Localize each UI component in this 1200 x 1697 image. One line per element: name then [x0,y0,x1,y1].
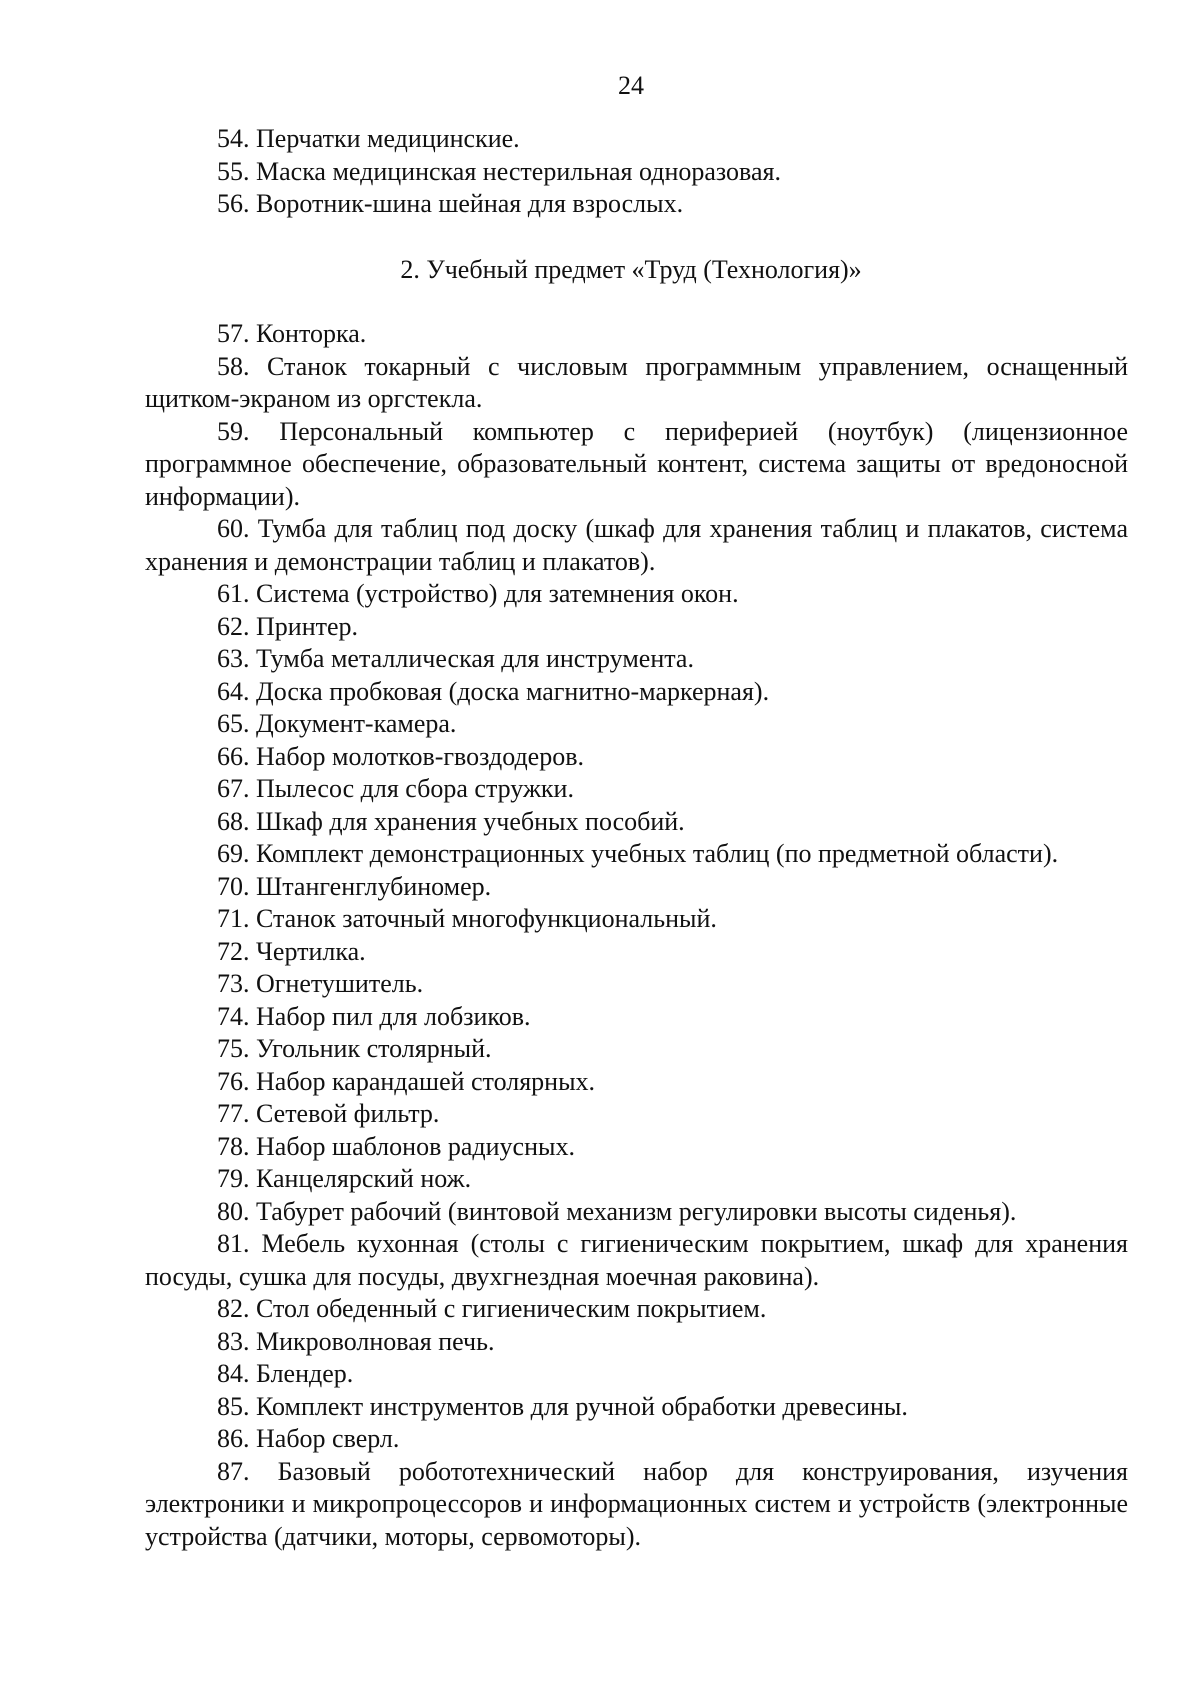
list-item: 75. Угольник столярный. [217,1034,492,1063]
list-item: 54. Перчатки медицинские. [217,124,520,153]
section-heading: 2. Учебный предмет «Труд (Технология)» [400,255,862,284]
list-item: 83. Микроволновая печь. [217,1326,495,1356]
list-item: 60. Тумба для таблиц под доску (шкаф для хранения таблиц и плакатов, система хранения и демонстрации таблиц и плакатов). [145,514,1128,576]
list-item: 73. Огнетушитель. [217,969,424,998]
list-item: 87. Базовый робототехнический набор для конструирования, изучения электроники и микропроцессоров и информационных систем и устройств (электронные устройства (датчики, моторы, сервомоторы). [145,1456,1128,1551]
list-item: 56. Воротник-шина шейная для взрослых. [217,189,684,218]
list-item: 62. Принтер. [217,611,359,641]
list-item: 71. Станок заточный многофункциональный. [217,904,717,933]
list-item: 76. Набор карандашей столярных. [217,1066,596,1096]
list-item: 79. Канцелярский нож. [217,1164,472,1193]
equipment-list-continued [145,123,1128,221]
list-item: 74. Набор пил для лобзиков. [217,1001,531,1031]
list-item: 72. Чертилка. [217,936,366,966]
list-item: 82. Стол обеденный с гигиеническим покрытием. [217,1294,767,1323]
list-item: 59. Персональный компьютер с периферией (ноутбук) (лицензионное программное обеспечение, образовательный контент, система защиты от вредоносной информации). [145,416,1128,511]
list-item: 69. Комплект демонстрационных учебных таблиц (по предметной области). [217,839,1059,868]
equipment-list [145,318,1128,1553]
list-item: 81. Мебель кухонная (столы с гигиеническим покрытием, шкаф для хранения посуды, сушка для посуды, двухгнездная моечная раковина). [145,1229,1128,1291]
list-item: 70. Штангенглубиномер. [217,871,492,901]
list-item: 57. Конторка. [217,319,367,348]
list-item: 58. Станок токарный с числовым программным управлением, оснащенный щитком-экраном из оргстекла. [145,351,1128,413]
list-item: 67. Пылесос для сбора стружки. [217,774,574,803]
list-item: 64. Доска пробковая (доска магнитно-маркерная). [217,676,770,706]
list-item: 85. Комплект инструментов для ручной обработки древесины. [217,1391,908,1421]
list-item: 55. Маска медицинская нестерильная одноразовая. [217,156,781,186]
list-item: 66. Набор молотков-гвоздодеров. [217,741,584,771]
list-item: 86. Набор сверл. [217,1424,400,1453]
list-item: 80. Табурет рабочий (винтовой механизм регулировки высоты сиденья). [217,1196,1017,1226]
list-item: 63. Тумба металлическая для инструмента. [217,644,694,673]
list-item: 77. Сетевой фильтр. [217,1099,440,1128]
list-item: 68. Шкаф для хранения учебных пособий. [217,806,685,836]
list-item: 78. Набор шаблонов радиусных. [217,1131,575,1161]
list-item: 65. Документ-камера. [217,709,457,738]
list-item: 84. Блендер. [217,1359,354,1388]
list-item: 61. Система (устройство) для затемнения окон. [217,579,739,608]
page-number: 24 [618,71,644,100]
